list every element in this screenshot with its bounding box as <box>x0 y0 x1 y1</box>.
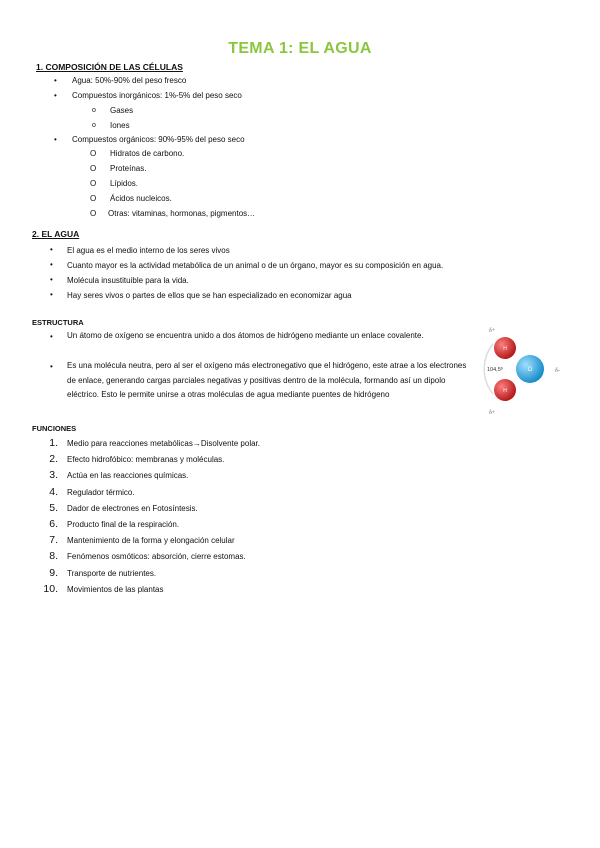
list-item: Compuestos inorgánicos: 1%-5% del peso seco <box>72 91 242 100</box>
list-item: Regulador térmico. <box>67 487 135 497</box>
list-number: 7. <box>49 534 58 547</box>
bullet-dot: • <box>50 332 53 341</box>
list-item: Mantenimiento de la forma y elongación celular <box>67 536 235 546</box>
sub-item: Proteínas. <box>110 164 147 173</box>
sub-bullet: O <box>90 164 97 173</box>
list-item: Agua: 50%-90% del peso fresco <box>72 76 187 85</box>
delta-plus-label: δ+ <box>489 410 496 416</box>
sub-bullet: o <box>92 122 96 129</box>
list-number: 5. <box>49 501 58 514</box>
sub-item: Hidratos de carbono. <box>110 149 185 158</box>
sub-bullet: O <box>90 149 97 158</box>
sub-bullet: O <box>90 194 97 203</box>
sub-item: Gases <box>110 106 134 115</box>
paragraph: Un átomo de oxígeno se encuentra unido a dos átomos de hidrógeno mediante un enlace covalente. <box>67 331 424 340</box>
sub-item: Lípidos. <box>110 179 139 188</box>
list-number: 2. <box>49 453 58 466</box>
section1-heading: 1. COMPOSICIÓN DE LAS CÉLULAS <box>36 62 183 72</box>
list-item: Fenómenos osmóticos: absorción, cierre estomas. <box>67 552 246 562</box>
sub-item: Iones <box>110 121 130 130</box>
list-item: Compuestos orgánicos: 90%-95% del peso seco <box>72 135 245 144</box>
sub-item: Otras: vitaminas, hormonas, pigmentos… <box>108 209 256 218</box>
hydrogen-label: H <box>503 388 507 394</box>
list-number: 10. <box>43 582 58 595</box>
list-item: El agua es el medio interno de los seres vivos <box>67 246 230 255</box>
bullet-dot: • <box>50 362 53 371</box>
list-item: Producto final de la respiración. <box>67 520 180 529</box>
angle-label: 104,5º <box>487 367 503 373</box>
list-number: 9. <box>49 566 58 579</box>
delta-plus-label: δ+ <box>489 328 496 334</box>
bullet-dot: • <box>54 135 57 144</box>
bullet-dot: • <box>54 91 57 100</box>
delta-minus-label: δ- <box>555 368 560 374</box>
sub-bullet: O <box>90 209 97 218</box>
list-item: Molécula insustituible para la vida. <box>67 276 189 285</box>
oxygen-label: O <box>527 367 533 373</box>
sub-item: Ácidos nucleicos. <box>110 194 172 203</box>
list-item: Efecto hidrofóbico: membranas y moléculas. <box>67 455 225 465</box>
bullet-dot: • <box>50 275 53 284</box>
list-number: 6. <box>49 518 58 530</box>
list-number: 1. <box>49 437 58 449</box>
water-molecule-diagram <box>475 322 570 417</box>
page-title: TEMA 1: EL AGUA <box>228 40 372 57</box>
list-number: 8. <box>49 550 58 563</box>
sub-bullet: o <box>92 107 96 114</box>
list-item: Medio para reacciones metabólicas→Disolvente polar. <box>67 439 260 448</box>
list-item: Actúa en las reacciones químicas. <box>67 471 189 481</box>
list-item: Transporte de nutrientes. <box>67 568 157 578</box>
list-item: Movimientos de las plantas <box>67 584 164 594</box>
bullet-dot: • <box>50 245 53 254</box>
bullet-dot: • <box>54 76 57 85</box>
hydrogen-label: H <box>503 346 507 352</box>
funciones-heading: FUNCIONES <box>32 424 77 433</box>
list-number: 3. <box>49 469 58 482</box>
bullet-dot: • <box>50 290 53 299</box>
list-item: Cuanto mayor es la actividad metabólica de un animal o de un órgano, mayor es su composición en agua. <box>67 261 444 270</box>
paragraph: Es una molécula neutra, pero al ser el oxígeno más electronegativo que el hidrógeno, este atrae a los electrones de enlace, generando cargas parciales negativas y positivas dentro de la molécula, formando así un dipolo eléctrico. Esto le permite unirse a otras moléculas de agua mediante puentes de hidrógeno <box>67 361 467 399</box>
sub-bullet: O <box>90 179 97 188</box>
estructura-heading: ESTRUCTURA <box>32 318 84 327</box>
list-item: Hay seres vivos o partes de ellos que se han especializado en economizar agua <box>67 291 352 300</box>
list-number: 4. <box>49 485 58 498</box>
list-item: Dador de electrones en Fotosíntesis. <box>67 503 198 513</box>
bullet-dot: • <box>50 260 53 269</box>
section2-heading: 2. EL AGUA <box>32 229 80 239</box>
